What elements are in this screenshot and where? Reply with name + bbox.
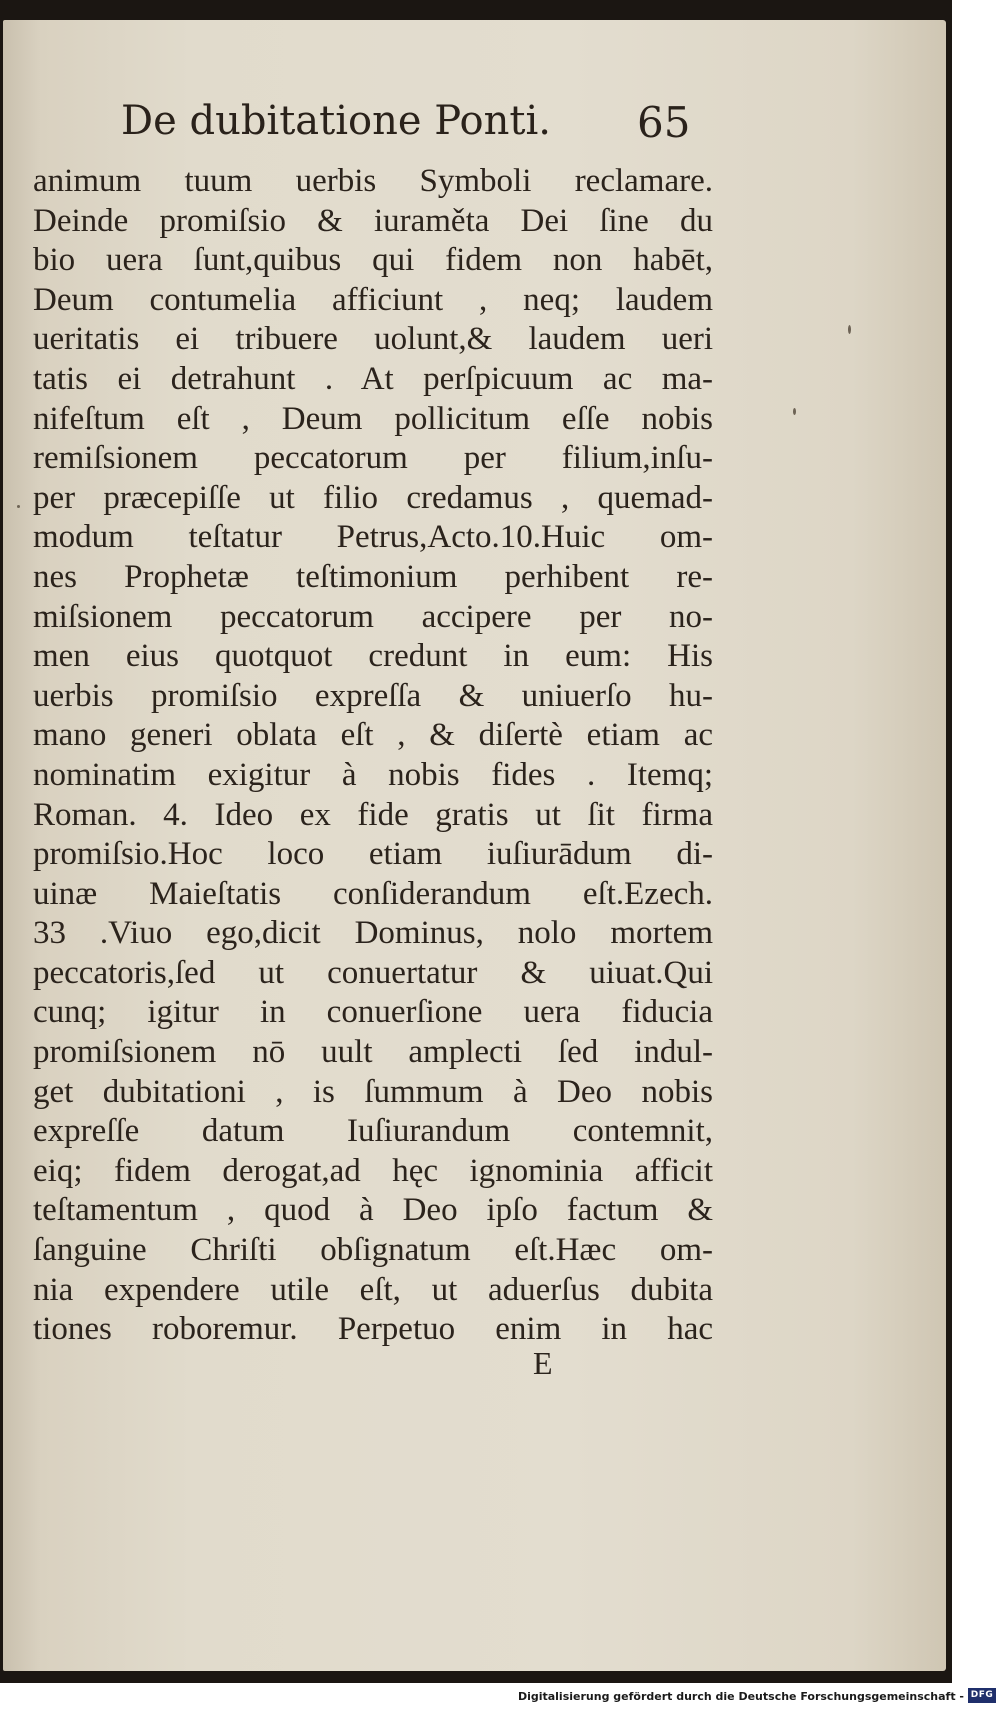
text-line: mano generi oblata eſt , & diſertè etiam ac: [33, 717, 713, 754]
text-line: modum teſtatur Petrus,Acto.10.Huic om-: [33, 519, 713, 556]
text-line: Roman. 4. Ideo ex fide gratis ut ſit firma: [33, 796, 713, 833]
text-line: promiſsio.Hoc loco etiam iuſiurādum di-: [33, 836, 713, 873]
text-line: get dubitationi , is ſummum à Deo nobis: [33, 1073, 713, 1110]
text-line: Deinde promiſsio & iuraměta Dei ſine du: [33, 202, 713, 239]
paper-speck: [848, 325, 851, 334]
text-line: uinæ Maieſtatis conſiderandum eſt.Ezech.: [33, 875, 713, 912]
text-line: ueritatis ei tribuere uolunt,& laudem ueri: [33, 321, 713, 358]
text-line: miſsionem peccatorum accipere per no-: [33, 598, 713, 635]
book-page: [3, 20, 946, 1671]
page-number: 65: [637, 98, 691, 147]
text-line: nia expendere utile eſt, ut aduerſus dubita: [33, 1271, 713, 1308]
text-line: tatis ei detrahunt . At perſpicuum ac ma-: [33, 360, 713, 397]
text-line: promiſsionem nō uult amplecti ſed indul-: [33, 1034, 713, 1071]
text-line: 33 .Viuo ego,dicit Dominus, nolo mortem: [33, 915, 713, 952]
paper-speck: [793, 408, 796, 415]
paper-speck: [17, 505, 20, 508]
text-line: ſanguine Chriſti obſignatum eſt.Hæc om-: [33, 1232, 713, 1269]
text-line: tiones roboremur. Perpetuo enim in hac: [33, 1311, 713, 1348]
text-line: eiq; fidem derogat,ad hęc ignominia afficit: [33, 1152, 713, 1189]
text-line: nes Prophetæ teſtimonium perhibent re-: [33, 558, 713, 595]
text-line: men eius quotquot credunt in eum: His: [33, 638, 713, 675]
text-line: remiſsionem peccatorum per filium,inſu-: [33, 440, 713, 477]
running-head: De dubitatione Ponti.: [121, 98, 551, 144]
text-line: cunq; igitur in conuerſione uera fiducia: [33, 994, 713, 1031]
digitization-credit: Digitalisierung gefördert durch die Deutsche Forschungsgemeinschaft -: [517, 1690, 964, 1703]
text-line: peccatoris,ſed ut conuertatur & uiuat.Qui: [33, 954, 713, 991]
signature-mark: E: [533, 1345, 553, 1381]
body-text: [33, 162, 713, 1350]
dfg-logo: DFG: [968, 1688, 996, 1703]
text-line: nominatim exigitur à nobis fides . Itemq;: [33, 756, 713, 793]
text-line: expreſſe datum Iuſiurandum contemnit,: [33, 1113, 713, 1150]
text-line: Deum contumelia afficiunt , neq; laudem: [33, 281, 713, 318]
text-line: per præcepiſſe ut filio credamus , quemad-: [33, 479, 713, 516]
text-line: animum tuum uerbis Symboli reclamare.: [33, 163, 713, 199]
text-line: nifeſtum eſt , Deum pollicitum eſſe nobis: [33, 400, 713, 437]
footer-bar: [0, 1683, 1000, 1710]
text-line: bio uera ſunt,quibus qui fidem non habēt,: [33, 242, 713, 279]
page-header: [3, 98, 946, 158]
text-line: teſtamentum , quod à Deo ipſo factum &: [33, 1192, 713, 1229]
text-line: uerbis promiſsio expreſſa & uniuerſo hu-: [33, 677, 713, 714]
